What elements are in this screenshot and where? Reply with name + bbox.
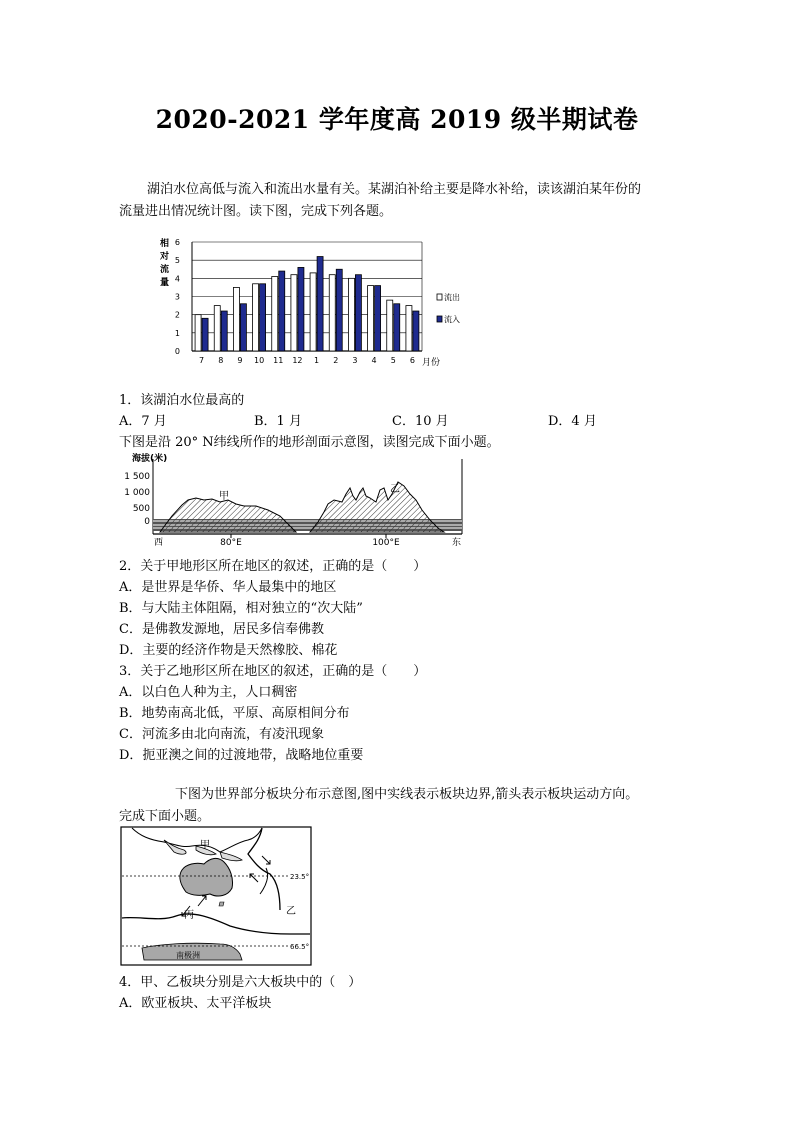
bar-outflow — [195, 315, 201, 351]
q2-option-c: C．是佛教发源地，居民多信奉佛教 — [119, 622, 324, 637]
x-tick-label: 11 — [273, 356, 284, 365]
profile-tick-1000: 1 000 — [124, 488, 150, 498]
page-title: 2020-2021 学年度高 2019 级半期试卷 — [155, 105, 639, 134]
x-tick-label: 7 — [199, 356, 205, 365]
profile-lon-80e: 80°E — [220, 538, 242, 546]
antarctica-label: 南极洲 — [176, 951, 200, 960]
bar-inflow — [298, 267, 304, 351]
x-tick-label: 4 — [371, 356, 377, 365]
bar-inflow — [240, 304, 246, 351]
lat-tropic-label: 23.5° — [290, 873, 310, 881]
x-tick-label: 9 — [237, 356, 243, 365]
bar-outflow — [387, 300, 393, 351]
intro-3-line-1: 下图为世界部分板块分布示意图,图中实线表示板块边界,箭头表示板块运动方向。 — [175, 787, 639, 802]
bar-outflow — [291, 275, 297, 351]
x-tick-label: 12 — [292, 356, 303, 365]
profile-marker-yi: 乙 — [390, 484, 400, 495]
lat-polar-label: 66.5° — [290, 943, 310, 951]
plate-bing-label: 丙 — [184, 910, 194, 921]
profile-marker-jia: 甲 — [219, 491, 229, 502]
legend-swatch — [437, 316, 442, 322]
intro-3-line-2: 完成下面小题。 — [119, 809, 211, 824]
bar-outflow — [310, 273, 316, 351]
q2-option-d: D．主要的经济作物是天然橡胶、棉花 — [119, 643, 338, 658]
bar-inflow — [375, 286, 381, 351]
jia-landmass — [160, 498, 296, 532]
legend-label: 流出 — [444, 293, 460, 302]
profile-lon-100e: 100°E — [372, 538, 400, 546]
chart-y-ticks — [175, 238, 180, 356]
chart-x-label: 月份 — [422, 358, 441, 368]
y-tick-label: 1 — [174, 328, 180, 338]
intro-paragraph-3 — [119, 784, 699, 828]
q3-option-c: C．河流多由北向南流，有凌汛现象 — [119, 727, 324, 742]
intro-1-line-1: 湖泊水位高低与流入和流出水量有关。某湖泊补给主要是降水补给，读该湖泊某年份的 — [147, 182, 642, 197]
intro-paragraph-2: 下图是沿 20° N纬线所作的地形剖面示意图，读图完成下面小题。 — [119, 435, 500, 450]
tasmania — [219, 902, 224, 906]
bar-inflow — [279, 271, 285, 351]
x-tick-label: 8 — [218, 356, 224, 365]
q3-option-b: B．地势南高北低，平原、高原相间分布 — [119, 706, 350, 721]
y-tick-label: 6 — [174, 238, 180, 247]
x-tick-label: 3 — [352, 356, 358, 365]
bar-inflow — [260, 284, 266, 351]
q1-option-d: D．4 月 — [548, 414, 597, 429]
profile-tick-1500: 1 500 — [124, 472, 150, 482]
x-tick-label: 2 — [333, 356, 339, 365]
bar-outflow — [253, 284, 259, 351]
x-tick-label: 6 — [409, 356, 415, 365]
bar-outflow — [272, 277, 278, 351]
bar-inflow — [202, 318, 208, 351]
q1-option-a: A．7 月 — [119, 414, 167, 429]
chart-x-ticks — [199, 356, 415, 365]
chart-bars — [195, 257, 419, 351]
legend-swatch — [437, 294, 442, 300]
profile-west-label: 西 — [154, 538, 164, 546]
bar-outflow — [406, 306, 412, 351]
yi-landmass — [310, 482, 444, 532]
bar-inflow — [317, 257, 323, 351]
q2-option-b: B．与大陆主体阻隔，相对独立的“次大陆” — [119, 601, 363, 616]
bar-inflow — [355, 275, 361, 351]
bar-inflow — [221, 311, 227, 351]
q3-option-a: A．以白色人种为主，人口稠密 — [119, 685, 298, 700]
lake-flow-chart — [160, 232, 460, 372]
plate-map-figure — [120, 826, 312, 966]
y-tick-label: 5 — [174, 256, 180, 266]
q1-option-b: B．1 月 — [254, 414, 302, 429]
bar-outflow — [329, 275, 335, 351]
y-tick-label: 0 — [174, 347, 180, 356]
intro-paragraph-1 — [119, 179, 679, 223]
bar-outflow — [368, 286, 374, 351]
profile-tick-0: 0 — [144, 517, 150, 527]
chart-y-label: 相对流量 — [160, 239, 170, 288]
chart-legend — [437, 292, 460, 324]
question-3-stem: 3．关于乙地形区所在地区的叙述，正确的是（ ） — [119, 664, 427, 679]
q4-option-a: A．欧亚板块、太平洋板块 — [119, 996, 272, 1011]
plate-jia-label: 甲 — [200, 840, 210, 851]
question-2-stem: 2．关于甲地形区所在地区的叙述，正确的是（ ） — [119, 559, 427, 574]
profile-tick-500: 500 — [132, 504, 150, 514]
bar-outflow — [214, 306, 220, 351]
x-tick-label: 10 — [253, 356, 265, 365]
y-tick-label: 3 — [174, 292, 180, 302]
profile-y-label: 海拔(米) — [132, 454, 168, 464]
legend-label: 流入 — [444, 315, 460, 324]
q1-option-c: C．10 月 — [392, 414, 449, 429]
x-tick-label: 5 — [390, 356, 396, 365]
q3-option-d: D．扼亚澳之间的过渡地带，战略地位重要 — [119, 748, 364, 763]
terrain-profile-figure — [120, 450, 470, 546]
bar-outflow — [348, 278, 354, 351]
question-1-stem: 1．该湖泊水位最高的 — [119, 393, 245, 408]
bar-outflow — [233, 287, 239, 351]
y-tick-label: 4 — [174, 274, 180, 284]
y-tick-label: 2 — [174, 310, 180, 320]
x-tick-label: 1 — [314, 356, 320, 365]
profile-east-label: 东 — [452, 538, 462, 546]
question-4-stem: 4．甲、乙板块分别是六大板块中的（ ） — [119, 975, 362, 990]
q2-option-a: A．是世界是华侨、华人最集中的地区 — [119, 580, 337, 595]
plate-yi-label: 乙 — [286, 906, 296, 917]
bar-inflow — [394, 304, 400, 351]
bar-inflow — [413, 311, 419, 351]
intro-1-line-2: 流量进出情况统计图。读下图，完成下列各题。 — [119, 204, 393, 219]
bar-inflow — [336, 269, 342, 351]
